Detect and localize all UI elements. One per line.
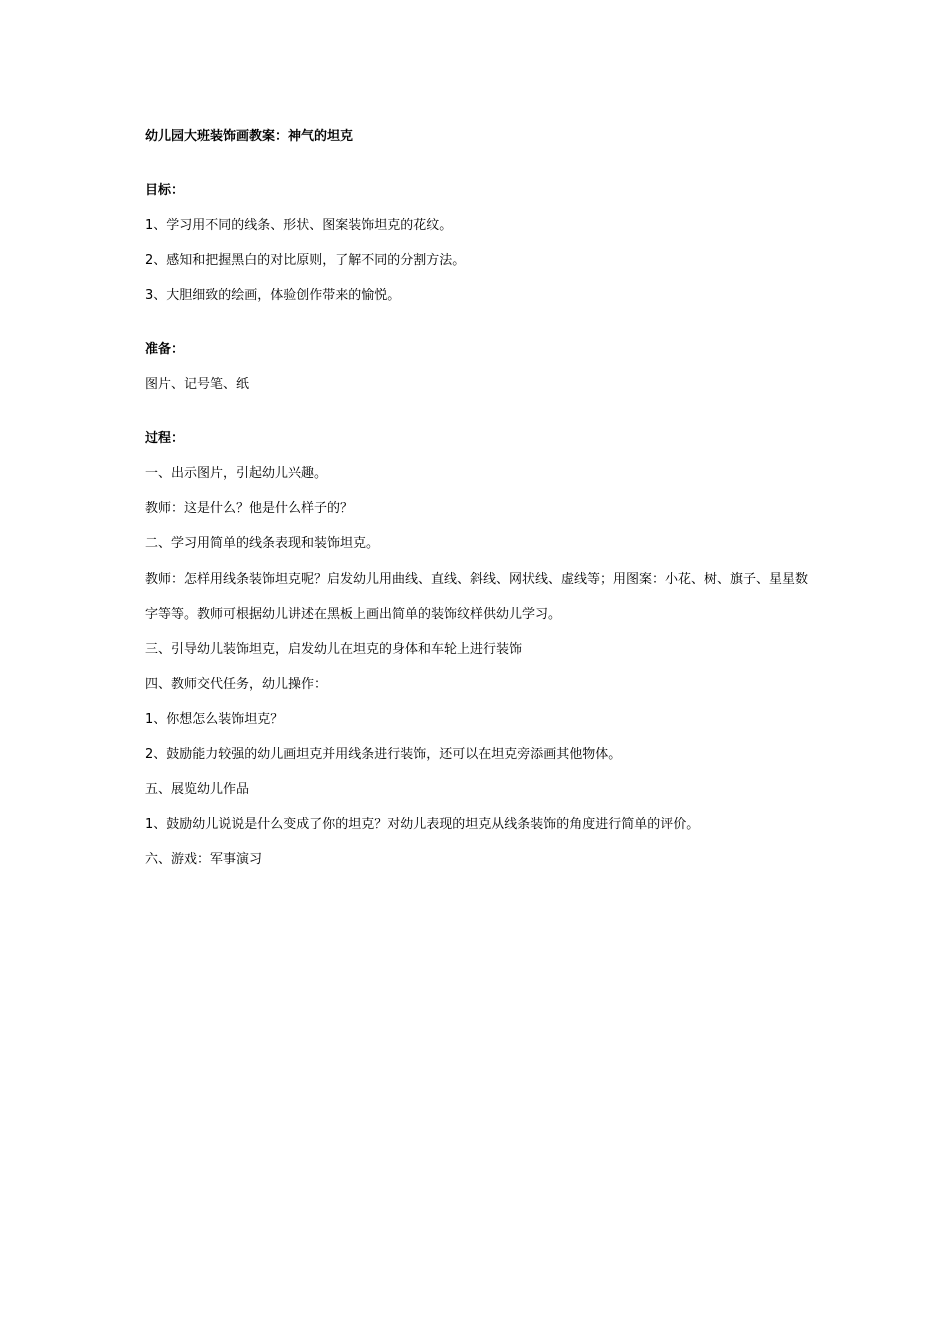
process-line: 教师：这是什么？他是什么样子的？	[145, 501, 354, 516]
process-line: 六、游戏：军事演习	[145, 852, 263, 867]
process-line: 二、学习用简单的线条表现和装饰坦克。	[145, 536, 380, 551]
preparation-heading: 准备：	[145, 342, 185, 357]
process-line: 2、鼓励能力较强的幼儿画坦克并用线条进行装饰，还可以在坦克旁添画其他物体。	[145, 747, 622, 762]
process-line: 四、教师交代任务，幼儿操作：	[145, 677, 328, 692]
process-line: 一、出示图片，引起幼儿兴趣。	[145, 466, 328, 481]
process-line: 1、鼓励幼儿说说是什么变成了你的坦克？对幼儿表现的坦克从线条装饰的角度进行简单的评价。	[145, 817, 700, 832]
goal-item: 3、大胆细致的绘画，体验创作带来的愉悦。	[145, 288, 401, 303]
goals-heading: 目标：	[145, 183, 185, 198]
document-content	[145, 127, 815, 870]
process-line: 三、引导幼儿装饰坦克，启发幼儿在坦克的身体和车轮上进行装饰	[145, 642, 523, 657]
process-line: 五、展览幼儿作品	[145, 782, 250, 797]
goal-item: 2、感知和把握黑白的对比原则，了解不同的分割方法。	[145, 253, 466, 268]
preparation-text: 图片、记号笔、纸	[145, 377, 250, 392]
process-heading: 过程：	[145, 431, 185, 446]
document-title: 幼儿园大班装饰画教案：神气的坦克	[145, 129, 354, 144]
goal-item: 1、学习用不同的线条、形状、图案装饰坦克的花纹。	[145, 218, 453, 233]
process-line: 教师：怎样用线条装饰坦克呢？启发幼儿用曲线、直线、斜线、网状线、虚线等；用图案：小花、树、旗子、星星数字等等。教师可根据幼儿讲述在黑板上画出简单的装饰纹样供幼儿学习。	[145, 572, 809, 622]
process-line: 1、你想怎么装饰坦克？	[145, 712, 284, 727]
